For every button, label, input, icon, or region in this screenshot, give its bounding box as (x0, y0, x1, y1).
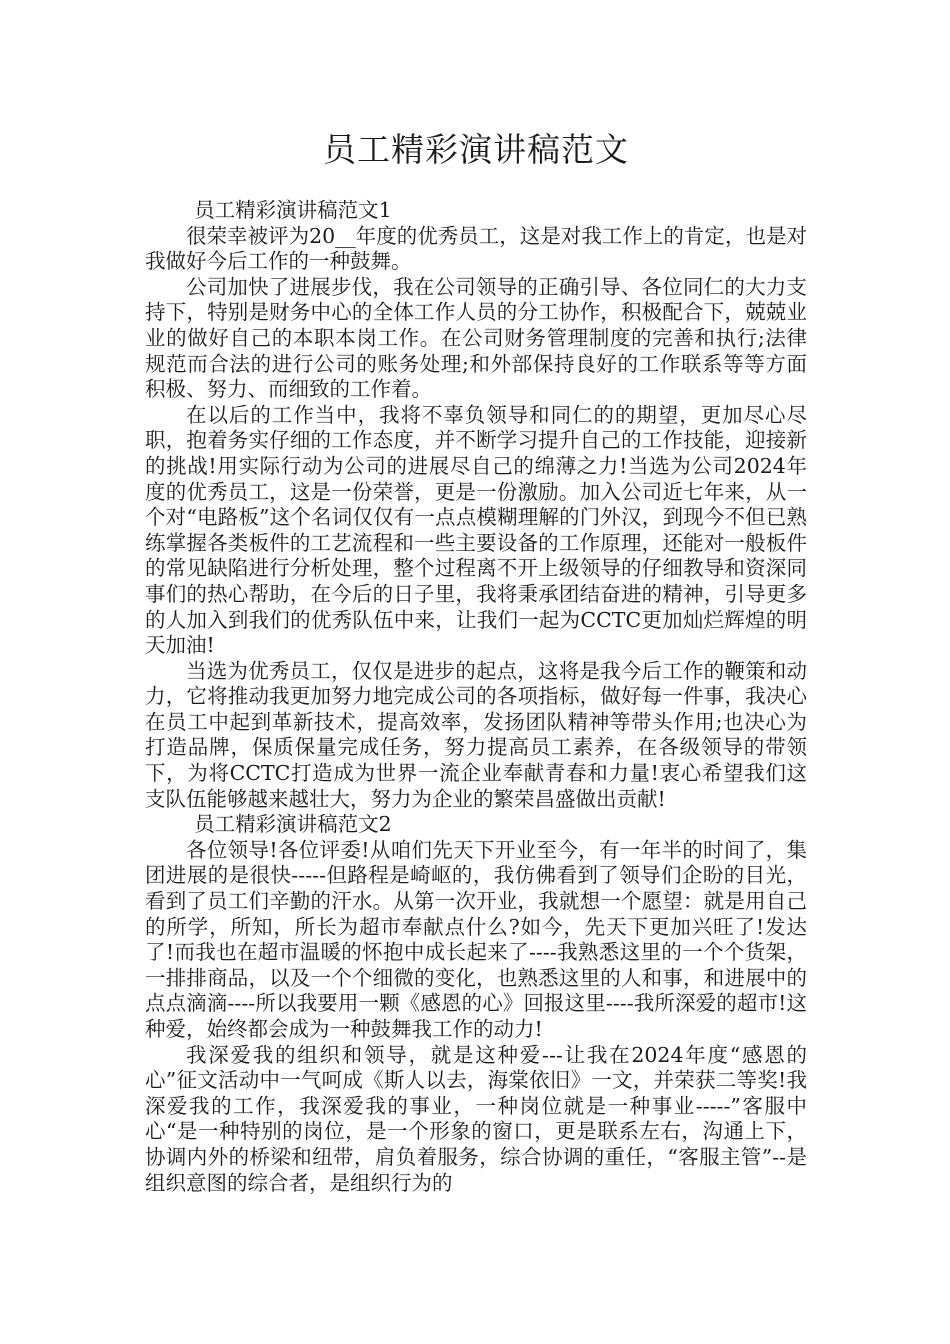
paragraph: 我深爱我的组织和领导，就是这种爱---让我在2024年度“感恩的心”征文活动中一气呵成《斯人以去，海棠依旧》一文，并荣获二等奖!我深爱我的工作，我深爱我的事业，一种岗位就是一种事业-----”客服中心“是一种特别的岗位，是一个形象的窗口，更是联系左右，沟通上下，协调内外的桥梁和纽带，肩负着服务，综合协调的重任，“客服主管”--是组织意图的综合者，是组织行为的 (145, 1042, 807, 1195)
section-heading: 员工精彩演讲稿范文2 (194, 812, 392, 837)
document-title: 员工精彩演讲稿范文 (323, 130, 629, 169)
paragraph: 公司加快了进展步伐，我在公司领导的正确引导、各位同仁的大力支持下，特别是财务中心的全体工作人员的分工协作，积极配合下，兢兢业业的做好自己的本职本岗工作。在公司财务管理制度的完善和执行;法律规范而合法的进行公司的账务处理;和外部保持良好的工作联系等等方面积极、努力、而细致的工作着。 (145, 274, 807, 402)
document-page (145, 0, 807, 1344)
paragraph: 很荣幸被评为20__年度的优秀员工，这是对我工作上的肯定，也是对我做好今后工作的一种鼓舞。 (145, 223, 807, 274)
paragraph: 各位领导!各位评委!从咱们先天下开业至今，有一年半的时间了，集团进展的是很快-----但路程是崎岖的，我仿佛看到了领导们企盼的目光，看到了员工们辛勤的汗水。从第一次开业，我就想一个愿望：就是用自己的所学，所知，所长为超市奉献点什么?如今，先天下更加兴旺了!发达了!而我也在超市温暖的怀抱中成长起来了----我熟悉这里的一个个货架，一排排商品，以及一个个细微的变化，也熟悉这里的人和事，和进展中的点点滴滴----所以我要用一颗《感恩的心》回报这里----我所深爱的超市!这种爱，始终都会成为一种鼓舞我工作的动力! (145, 837, 807, 1041)
section-heading: 员工精彩演讲稿范文1 (194, 198, 392, 222)
document-body (145, 198, 807, 1196)
paragraph: 在以后的工作当中，我将不辜负领导和同仁的的期望，更加尽心尽职，抱着务实仔细的工作态度，并不断学习提升自己的工作技能，迎接新的挑战!用实际行动为公司的进展尽自己的绵薄之力!当选为公司2024年度的优秀员工，这是一份荣誉，更是一份激励。加入公司近七年来，从一个对“电路板”这个名词仅仅有一点点模糊理解的门外汉，到现今不但已熟练掌握各类板件的工艺流程和一些主要设备的工作原理，还能对一般板件的常见缺陷进行分析处理，整个过程离不开上级领导的仔细教导和资深同事们的热心帮助，在今后的日子里，我将秉承团结奋进的精神，引导更多的人加入到我们的优秀队伍中来，让我们一起为CCTC更加灿烂辉煌的明天加油! (145, 402, 807, 658)
paragraph: 当选为优秀员工，仅仅是进步的起点，这将是我今后工作的鞭策和动力，它将推动我更加努力地完成公司的各项指标，做好每一件事，我决心在员工中起到革新技术，提高效率，发扬团队精神等带头作用;也决心为打造品牌，保质保量完成任务，努力提高员工素养，在各级领导的带领下，为将CCTC打造成为世界一流企业奉献青春和力量!衷心希望我们这支队伍能够越来越壮大，努力为企业的繁荣昌盛做出贡献! (145, 658, 807, 811)
